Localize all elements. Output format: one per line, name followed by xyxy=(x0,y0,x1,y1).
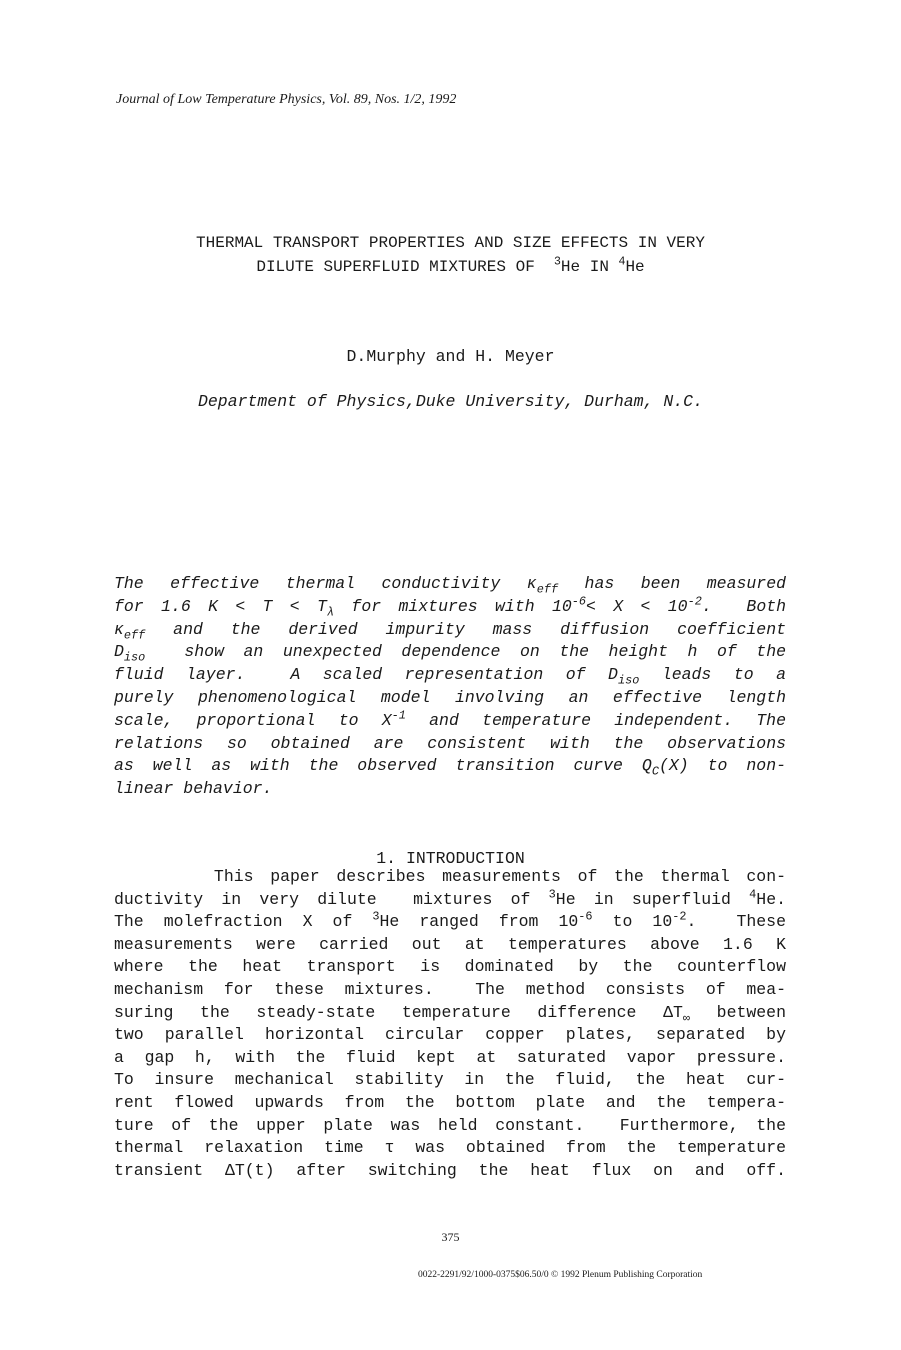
body-line: ductivity in very dilute mixtures of $^3$He in superfluid $^4$He. xyxy=(114,887,787,909)
body-line: where the heat transport is dominated by the counterflow xyxy=(114,957,786,977)
paper-title-line-1: THERMAL TRANSPORT PROPERTIES AND SIZE EFFECTS IN VERY xyxy=(196,234,705,252)
abstract-line: for 1.6 $K < T < T_\lambda$ for mixtures with $10^{-6}< X < 10^{-2}$. Both xyxy=(114,594,787,620)
abstract-line: relations so obtained are consistent with the observations xyxy=(114,733,786,753)
abstract-line: linear behavior. xyxy=(114,779,273,799)
affiliation: Department of Physics,Duke University, Durham, N.C. xyxy=(198,392,703,411)
abstract-line: purely phenomenological model involving an effective length xyxy=(114,687,786,707)
body-line: ture of the upper plate was held constant. Furthermore, the xyxy=(114,1115,786,1135)
body-line: To insure mechanical stability in the fluid, the heat cur- xyxy=(114,1070,786,1090)
body-line: The molefraction X of $^3$He ranged from $10^{-6}$ to $10^{-2}$. These xyxy=(114,909,786,932)
page-number: 375 xyxy=(441,1230,460,1244)
body-line: thermal relaxation time τ was obtained from the temperature xyxy=(114,1138,786,1158)
body-line: measurements were carried out at temperatures above 1.6 K xyxy=(114,934,786,954)
abstract-line: fluid layer. A scaled representation of $D_{iso}$ leads to a xyxy=(114,665,786,688)
body-line: suring the steady-state temperature difference $\Delta T_\infty$ between xyxy=(114,1002,786,1025)
abstract-line: as well as with the observed transition curve $Q_C(X)$ to non- xyxy=(114,756,786,779)
body-text xyxy=(114,866,786,1182)
abstract-line: $D_{iso}$ show an unexpected dependence on the height h of the xyxy=(114,642,786,665)
body-line: a gap h, with the fluid kept at saturated vapor pressure. xyxy=(114,1047,786,1067)
section-heading: 1. INTRODUCTION xyxy=(376,849,525,868)
paper-title-line-2: DILUTE SUPERFLUID MIXTURES OF $^3$He IN $^4$He xyxy=(256,255,645,276)
abstract-line: $\kappa_{eff}$ and the derived impurity mass diffusion coefficient xyxy=(114,619,786,642)
body-line: rent flowed upwards from the bottom plate and the tempera- xyxy=(114,1092,786,1112)
body-line: transient ΔT(t) after switching the heat flux on and off. xyxy=(114,1160,786,1180)
abstract-line: The effective thermal conductivity $\kappa_{eff}$ has been measured xyxy=(114,574,786,597)
body-line: This paper describes measurements of the thermal con- xyxy=(114,867,786,886)
body-line: two parallel horizontal circular copper plates, separated by xyxy=(114,1025,786,1045)
abstract-line: scale, proportional to $X^{-1}$ and temperature independent. The xyxy=(114,708,786,730)
body-line: mechanism for these mixtures. The method consists of mea- xyxy=(114,979,786,999)
abstract xyxy=(114,573,786,801)
authors: D.Murphy and H. Meyer xyxy=(346,347,555,366)
copyright-line: 0022-2291/92/1000-0375$06.50/0 © 1992 Plenum Publishing Corporation xyxy=(418,1270,703,1280)
journal-header: Journal of Low Temperature Physics, Vol. 89, Nos. 1/2, 1992 xyxy=(116,92,457,107)
